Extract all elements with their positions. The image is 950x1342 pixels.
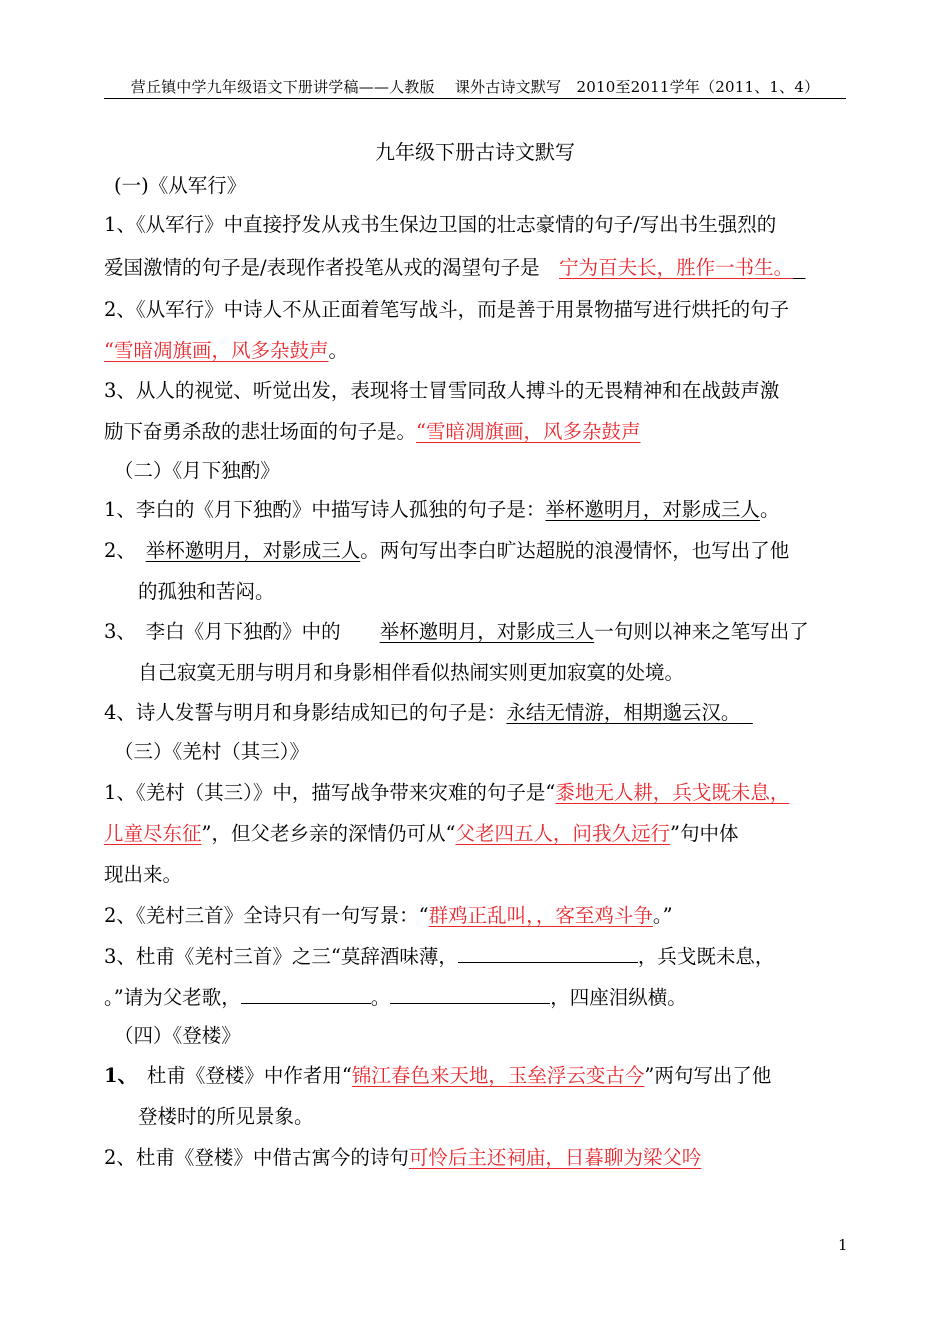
answer: 举杯邀明月，对影成三人 <box>379 620 595 643</box>
s1-q3-line1: 3、从人的视觉、听觉出发，表现将士冒雪同敌人搏斗的无畏精神和在战鼓声激 <box>104 379 780 402</box>
s3-q2: 2、《羌村三首》全诗只有一句写景：“群鸡正乱叫，，客至鸡斗争。” <box>104 904 673 927</box>
section-heading-3: （三）《羌村（其三）》 <box>114 740 310 763</box>
answer: 举杯邀明月，对影成三人 <box>545 498 760 521</box>
s1-q2-line2: “雪暗凋旗画，风多杂鼓声。 <box>104 339 348 362</box>
running-header: 营丘镇中学九年级语文下册讲学稿——人教版 课外古诗文默写 2010至2011学年（2011、1、4） <box>130 78 820 96</box>
s2-q3-line2: 自己寂寞无朋与明月和身影相伴看似热闹实则更加寂寞的处境。 <box>138 661 685 684</box>
answer: 黍地无人耕，兵戈既未息， <box>555 781 790 804</box>
s4-q1-line2: 登楼时的所见景象。 <box>138 1105 314 1128</box>
s2-q1: 1、李白的《月下独酌》中描写诗人孤独的句子是：举杯邀明月，对影成三人。 <box>104 498 780 521</box>
s1-q3-line2: 励下奋勇杀敌的悲壮场面的句子是。“雪暗凋旗画，风多杂鼓声 <box>104 420 641 443</box>
answer: 可怜后主还祠庙，日暮聊为梁父吟 <box>408 1146 702 1169</box>
s3-q3-line1: 3、杜甫《羌村三首》之三“莫辞酒味薄， ，兵戈既未息， <box>104 942 774 971</box>
answer: 永结无情游，相期邈云汉。 <box>506 701 741 724</box>
answer: 锦江春色来天地，玉垒浮云变古今 <box>351 1064 645 1087</box>
answer: 举杯邀明月，对影成三人 <box>145 539 361 562</box>
s1-q2-line1: 2、《从军行》中诗人不从正面着笔写战斗，而是善于用景物描写进行烘托的句子 <box>104 298 790 321</box>
s1-q1-line1: 1、《从军行》中直接抒发从戎书生保边卫国的壮志豪情的句子/写出书生强烈的 <box>104 213 777 236</box>
answer: 儿童尽东征 <box>104 822 202 845</box>
blank <box>390 983 550 1004</box>
s2-q4: 4、诗人发誓与明月和身影结成知已的句子是：永结无情游，相期邈云汉。 <box>104 701 741 724</box>
s3-q1-line2: 儿童尽东征”，但父老乡亲的深情仍可从“父老四五人，问我久远行”句中体 <box>104 822 739 845</box>
page-number: 1 <box>838 1236 848 1254</box>
s3-q1-line3: 现出来。 <box>104 863 183 886</box>
blank <box>458 942 638 963</box>
answer: “雪暗凋旗画，风多杂鼓声 <box>104 339 329 362</box>
section-heading-1: (一)《从军行》 <box>114 174 247 197</box>
answer: 宁为百夫长，胜作一书生。 <box>559 256 794 279</box>
s2-q3-line1: 3、 李白《月下独酌》中的 举杯邀明月，对影成三人一句则以神来之笔写出了 <box>104 620 809 643</box>
s4-q1-line1: 1、 杜甫《登楼》中作者用“锦江春色来天地，玉垒浮云变古今”两句写出了他 <box>104 1064 772 1087</box>
s1-q1-line2: 爱国激情的句子是/表现作者投笔从戎的渴望句子是 宁为百夫长，胜作一书生。 <box>104 256 794 279</box>
answer: “雪暗凋旗画，风多杂鼓声 <box>416 420 641 443</box>
s2-q2-line1: 2、 举杯邀明月，对影成三人。两句写出李白旷达超脱的浪漫情怀，也写出了他 <box>104 539 790 562</box>
s3-q3-line2: 。”请为父老歌， 。 ，四座泪纵横。 <box>104 983 687 1012</box>
page-title: 九年级下册古诗文默写 <box>375 140 575 164</box>
s4-q2: 2、杜甫《登楼》中借古寓今的诗句可怜后主还祠庙，日暮聊为梁父吟 <box>104 1146 702 1169</box>
s3-q1-line1: 1、《羌村（其三）》中，描写战争带来灾难的句子是“黍地无人耕，兵戈既未息， <box>104 781 790 804</box>
blank <box>241 983 371 1004</box>
header-rule <box>104 98 846 99</box>
s2-q2-line2: 的孤独和苦闷。 <box>138 580 275 603</box>
section-heading-2: （二）《月下独酌》 <box>114 459 280 482</box>
section-heading-4: （四）《登楼》 <box>114 1024 241 1047</box>
answer: 父老四五人，问我久远行 <box>455 822 670 845</box>
answer: 群鸡正乱叫，，客至鸡斗争 <box>428 904 653 927</box>
